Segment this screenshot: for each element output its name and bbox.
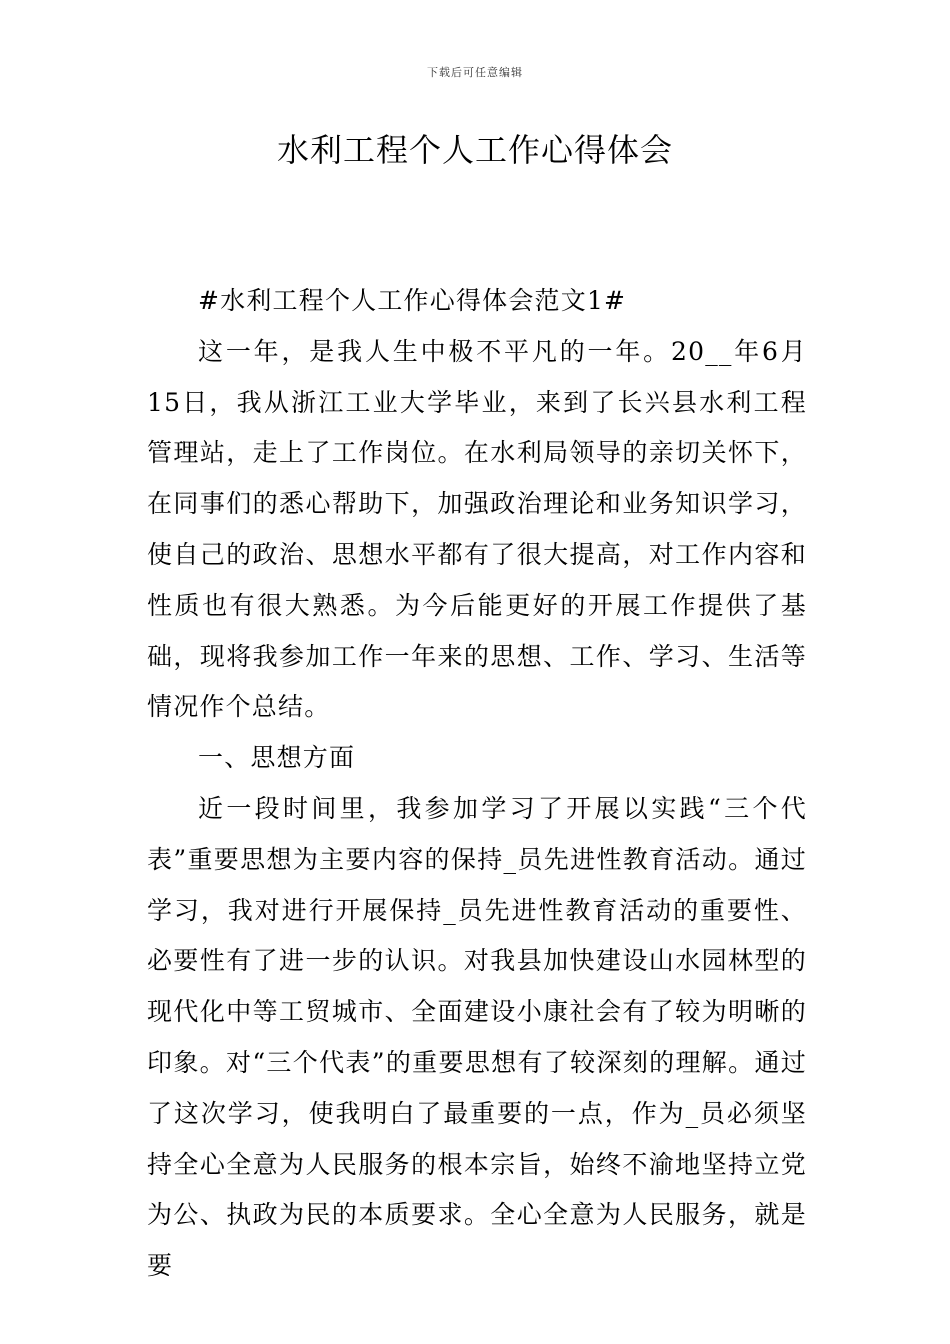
body-paragraph: 这一年，是我人生中极不平凡的一年。20__年6月15日，我从浙江工业大学毕业，来到了长兴县水利工程管理站，走上了工作岗位。在水利局领导的亲切关怀下，在同事们的悉心帮助下，加强政治理论和业务知识学习，使自己的政治、思想水平都有了很大提高，对工作内容和性质也有很大熟悉。为今后能更好的开展工作提供了基础，现将我参加工作一年来的思想、工作、学习、生活等情况作个总结。 xyxy=(147,336,807,722)
body-paragraph: 近一段时间里，我参加学习了开展以实践“三个代表”重要思想为主要内容的保持_员先进性教育活动。通过学习，我对进行开展保持_员先进性教育活动的重要性、必要性有了进一步的认识。对我县加快建设山水园林型的现代化中等工贸城市、全面建设小康社会有了较为明晰的印象。对“三个代表”的重要思想有了较深刻的理解。通过了这次学习，使我明白了最重要的一点，作为_员必须坚持全心全意为人民服务的根本宗旨，始终不渝地坚持立党为公、执政为民的本质要求。全心全意为人民服务，就是要 xyxy=(147,793,807,1281)
section-heading-example: #水利工程个人工作心得体会范文1# xyxy=(198,286,627,315)
document-title: 水利工程个人工作心得体会 xyxy=(276,131,673,169)
section-heading-thought: 一、思想方面 xyxy=(198,743,356,773)
page-header-note: 下载后可任意编辑 xyxy=(427,66,523,79)
document-body xyxy=(147,276,807,1292)
